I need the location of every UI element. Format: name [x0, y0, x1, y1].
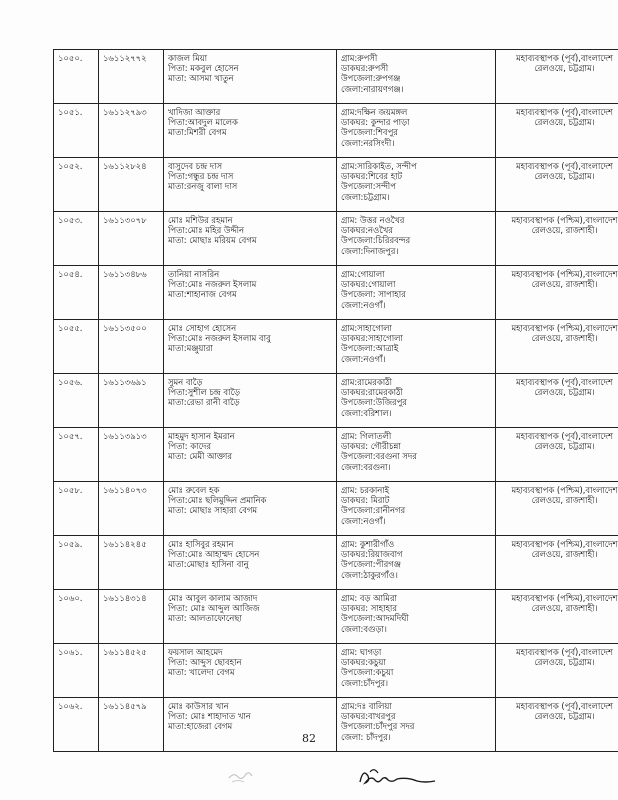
mother-name: মাতা: মেমী আক্তার — [168, 451, 232, 462]
address-line: ডাকঘর: কুন্দার পাড়া — [341, 117, 410, 128]
roll-number: ১৬১১৪৩১৪ — [103, 593, 147, 603]
candidate-name: মাহমুদ হাসান ইমরান — [168, 431, 235, 441]
candidate-table-body — [54, 50, 618, 752]
address-cell — [337, 320, 496, 374]
serial-number: ১০৫৫. — [58, 323, 83, 333]
address-line: উপজেলা:আত্রাই — [341, 343, 399, 354]
candidate-name: মোঃ সোহাগ হোসেন — [168, 323, 237, 333]
posting-line: রেলওয়ে, চট্টগ্রাম। — [534, 63, 595, 74]
name-cell — [164, 158, 337, 212]
address-cell — [337, 482, 496, 536]
posting-line: মহাব্যবস্থাপক (পশ্চিম),বাংলাদেশ — [511, 323, 618, 333]
roll-number: ১৬১১২৭৭২ — [103, 53, 147, 63]
roll-cell — [99, 536, 164, 590]
table-row — [54, 644, 618, 698]
address-line: ডাকঘর:সাহাগোলা — [341, 333, 403, 344]
address-line: উপজেলা:বরগুনা সদর — [341, 451, 417, 462]
signature — [356, 764, 448, 790]
page-number: 82 — [302, 732, 316, 745]
address-line: জেলা:নরসিংদী। — [341, 137, 395, 148]
serial-number: ১০৫৬. — [58, 377, 83, 387]
serial-cell — [54, 50, 99, 104]
posting-line: রেলওয়ে, চট্টগ্রাম। — [534, 387, 595, 398]
posting-line: রেলওয়ে, রাজশাহী। — [531, 495, 598, 506]
address-line: ডাকঘর:কচুয়া — [341, 657, 386, 668]
roll-cell — [99, 158, 164, 212]
address-line: গ্রাম: গিলাতলী — [341, 431, 392, 441]
roll-cell — [99, 50, 164, 104]
mother-name: মাতা: মোছাঃ সাহারা বেগম — [168, 505, 258, 516]
name-cell — [164, 536, 337, 590]
posting-line: মহাব্যবস্থাপক (পূর্ব),বাংলাদেশ — [515, 647, 614, 657]
address-cell — [337, 590, 496, 644]
mother-name: মাতা: খালেদা বেগম — [168, 667, 235, 678]
address-line: উপজেলা:উজিরপুর — [341, 397, 407, 408]
posting-line: মহাব্যবস্থাপক (পশ্চিম),বাংলাদেশ — [511, 269, 618, 279]
address-line: জেলা:দিনাজপুর। — [341, 245, 399, 256]
posting-cell — [496, 590, 618, 644]
posting-line: রেলওয়ে, রাজশাহী। — [531, 279, 598, 290]
father-name: পিতা: মোঃ আব্দুল আজিজ — [168, 603, 260, 614]
address-line: গ্রাম: উত্তর নওখৈর — [341, 215, 405, 225]
address-line: ডাকঘর: সাহাহার — [341, 603, 397, 614]
roll-cell — [99, 644, 164, 698]
candidate-name: ফয়সাল আহমেদ — [168, 647, 223, 657]
serial-cell — [54, 158, 99, 212]
table-row — [54, 212, 618, 266]
address-line: জেলা:বরগুনা। — [341, 461, 391, 472]
posting-cell — [496, 158, 618, 212]
serial-number: ১০৫৪. — [58, 269, 83, 279]
address-cell — [337, 644, 496, 698]
address-line: জেলা:ঠাকুরগাঁও। — [341, 569, 398, 580]
posting-cell — [496, 644, 618, 698]
roll-number: ১৬১১৪৫২৫ — [103, 647, 147, 657]
posting-cell — [496, 266, 618, 320]
serial-number: ১০৫৮. — [58, 485, 83, 495]
mother-name: মাতা:মিশরী বেগম — [168, 127, 227, 138]
posting-line: রেলওয়ে, রাজশাহী। — [531, 603, 598, 614]
roll-number: ১৬১১৩৯১৩ — [103, 431, 147, 441]
posting-line: মহাব্যবস্থাপক (পূর্ব),বাংলাদেশ — [515, 431, 614, 441]
posting-cell — [496, 320, 618, 374]
serial-cell — [54, 482, 99, 536]
address-line: গ্রাম:রামেরকাঠী — [341, 377, 392, 387]
posting-line: মহাব্যবস্থাপক (পশ্চিম),বাংলাদেশ — [511, 215, 618, 225]
serial-cell — [54, 266, 99, 320]
serial-number: ১০৫৯. — [58, 539, 83, 549]
address-cell — [337, 50, 496, 104]
serial-cell — [54, 590, 99, 644]
name-cell — [164, 104, 337, 158]
address-line: ডাকঘর:নওখৈর — [341, 225, 393, 236]
address-cell — [337, 212, 496, 266]
address-line: উপজেলা:শিবপুর — [341, 127, 398, 138]
posting-line: রেলওয়ে, চট্টগ্রাম। — [534, 441, 595, 452]
name-cell — [164, 212, 337, 266]
mother-name: মাতা: আসমা খাতুন — [168, 73, 234, 84]
mother-name: মাতা:মঞ্জুয়ারা — [168, 343, 213, 354]
father-name: পিতা: আব্দুস ছোবহান — [168, 657, 242, 668]
posting-line: মহাব্যবস্থাপক (পূর্ব),বাংলাদেশ — [515, 107, 614, 117]
serial-cell — [54, 212, 99, 266]
address-line: ডাকঘর:রামেরকাঠী — [341, 387, 403, 398]
address-cell — [337, 536, 496, 590]
candidate-table — [53, 49, 618, 752]
address-line: জেলা:চট্টগ্রাম। — [341, 191, 390, 202]
address-line: জেলা:চাঁদপুর। — [341, 677, 389, 688]
posting-line: মহাব্যবস্থাপক (পূর্ব),বাংলাদেশ — [515, 377, 614, 387]
mother-name: মাতা:শাহানাজ বেগম — [168, 289, 237, 300]
name-cell — [164, 428, 337, 482]
posting-line: মহাব্যবস্থাপক (পশ্চিম),বাংলাদেশ — [511, 485, 618, 495]
name-cell — [164, 482, 337, 536]
roll-cell — [99, 266, 164, 320]
posting-cell — [496, 482, 618, 536]
mother-name: মাতা:মোছাঃ হাসিনা বানু — [168, 559, 249, 570]
father-name: পিতা:সুশীল চন্দ্র বাড়ৈ — [168, 387, 240, 398]
posting-cell — [496, 104, 618, 158]
address-line: গ্রাম:সারিকাইত, সন্দীপ — [341, 161, 417, 171]
address-line: গ্রাম:দঃ বালিয়া — [341, 701, 392, 711]
father-name: পিতা:মোঃ আহাম্মদ হোসেন — [168, 549, 260, 560]
candidate-name: কাজল মিয়া — [168, 53, 208, 63]
posting-line: মহাব্যবস্থাপক (পূর্ব),বাংলাদেশ — [515, 701, 614, 711]
address-line: জেলা: চাঁদপুর। — [341, 731, 391, 742]
table-row — [54, 320, 618, 374]
address-line: জেলা:বরিশাল। — [341, 407, 392, 418]
address-line: উপজেলা:চিরিরবন্দর — [341, 235, 411, 246]
father-name: পিতা:মোঃ মহির উদ্দীন — [168, 225, 245, 236]
scan-smudge — [226, 766, 256, 786]
roll-cell — [99, 104, 164, 158]
roll-number: ১৬১১২৮২৪ — [103, 161, 147, 171]
roll-cell — [99, 320, 164, 374]
table-row — [54, 590, 618, 644]
address-line: গ্রাম: ঘাগড়া — [341, 647, 382, 657]
father-name: পিতা:আবদুল মালেক — [168, 117, 238, 128]
name-cell — [164, 50, 337, 104]
address-line: উপজেলা:রুপগঞ্জ — [341, 73, 401, 84]
address-cell — [337, 158, 496, 212]
posting-line: মহাব্যবস্থাপক (পূর্ব),বাংলাদেশ — [515, 161, 614, 171]
table-row — [54, 536, 618, 590]
serial-number: ১০৬২. — [58, 701, 83, 711]
father-name: পিতা: মকবুল হোসেন — [168, 63, 239, 74]
mother-name: মাতা:রেভা রানী বাড়ৈ — [168, 397, 240, 408]
posting-line: রেলওয়ে, রাজশাহী। — [531, 333, 598, 344]
candidate-name: বাসুদেব চন্দ্র দাস — [168, 161, 223, 171]
father-name: পিতা:মোঃ ছলিমুদ্দিন প্রমানিক — [168, 495, 267, 506]
serial-number: ১০৫৭. — [58, 431, 83, 441]
address-line: জেলা:নওগাঁ। — [341, 299, 386, 310]
serial-cell — [54, 428, 99, 482]
address-line: উপজেলা:পীরগঞ্জ — [341, 559, 401, 570]
address-cell — [337, 104, 496, 158]
table-row — [54, 482, 618, 536]
posting-cell — [496, 212, 618, 266]
roll-number: ১৬১১৪০৭৩ — [103, 485, 147, 495]
mother-name: মাতা:রনজু বালা দাস — [168, 181, 238, 192]
serial-cell — [54, 644, 99, 698]
address-line: গ্রাম:রুপসী — [341, 53, 378, 63]
name-cell — [164, 374, 337, 428]
posting-line: রেলওয়ে, চট্টগ্রাম। — [534, 711, 595, 722]
father-name: পিতা: কাদের — [168, 441, 211, 452]
candidate-name: মোঃ মশিউর রহমান — [168, 215, 233, 225]
posting-cell — [496, 428, 618, 482]
address-line: জেলা:নারায়ণগঞ্জ। — [341, 83, 404, 94]
address-line: গ্রাম:দক্ষিন জয়মঙ্গল — [341, 107, 408, 117]
candidate-name: মোঃ আবুল কালাম আজাদ — [168, 593, 258, 603]
address-line: গ্রাম: বড় আমিরা — [341, 593, 397, 603]
address-line: উপজেলা:রানীনগর — [341, 505, 406, 516]
posting-line: রেলওয়ে, রাজশাহী। — [531, 549, 598, 560]
roll-cell — [99, 590, 164, 644]
serial-number: ১০৬০. — [58, 593, 83, 603]
roll-number: ১৬১১৪৫৭৯ — [103, 701, 147, 711]
serial-cell — [54, 104, 99, 158]
candidate-name: সুমন বাড়ৈ — [168, 377, 203, 387]
roll-number: ১৬১১৩৬৯১ — [103, 377, 147, 387]
address-line: গ্রাম: কুশারীগাঁও — [341, 539, 395, 549]
table-row — [54, 374, 618, 428]
serial-number: ১০৫২. — [58, 161, 83, 171]
address-line: জেলা:নওগাঁ। — [341, 515, 386, 526]
serial-cell — [54, 536, 99, 590]
candidate-name: মোঃ রুবেল হক — [168, 485, 220, 495]
address-line: ডাকঘর:শিবের হাট — [341, 171, 403, 182]
posting-cell — [496, 536, 618, 590]
mother-name: মাতা: মোছাঃ মরিয়ম বেগম — [168, 235, 257, 246]
posting-cell — [496, 50, 618, 104]
name-cell — [164, 320, 337, 374]
serial-number: ১০৫৩. — [58, 215, 83, 225]
address-cell — [337, 374, 496, 428]
roll-cell — [99, 482, 164, 536]
mother-name: মাতা: আলতাফোনেছা — [168, 613, 242, 624]
address-cell — [337, 266, 496, 320]
father-name: পিতা:মোঃ নজরুল ইসলাম বাবু — [168, 333, 271, 344]
candidate-name: তানিয়া নাসরিন — [168, 269, 220, 279]
serial-number: ১০৫১. — [58, 107, 83, 117]
address-line: জেলা:বগুড়া। — [341, 623, 387, 634]
father-name: পিতা:মোঃ নজরুল ইসলাম — [168, 279, 257, 290]
candidate-name: মোঃ কাউসার খান — [168, 701, 229, 711]
father-name: পিতা:গন্ধুর চন্দ্র দাস — [168, 171, 234, 182]
roll-cell — [99, 212, 164, 266]
address-line: ডাকঘর:বাখরপুর — [341, 711, 396, 722]
posting-line: রেলওয়ে, চট্টগ্রাম। — [534, 117, 595, 128]
roll-number: ১৬১১৩৫০০ — [103, 323, 147, 333]
table-row — [54, 50, 618, 104]
address-line: উপজেলা:আদমদিঘী — [341, 613, 409, 624]
serial-cell — [54, 320, 99, 374]
table-row — [54, 428, 618, 482]
name-cell — [164, 644, 337, 698]
mother-name: মাতা:হাজেরা বেগম — [168, 721, 233, 732]
address-cell — [337, 428, 496, 482]
table-row — [54, 266, 618, 320]
address-line: উপজেলা:চাঁদপুর সদর — [341, 721, 415, 732]
address-line: উপজেলা: সাপাহার — [341, 289, 406, 300]
address-line: ডাকঘর:রিয়াজবাগ — [341, 549, 403, 560]
posting-line: রেলওয়ে, চট্টগ্রাম। — [534, 171, 595, 182]
roll-number: ১৬১১২৭৯৩ — [103, 107, 147, 117]
candidate-name: মোঃ হাসিবুর রহমান — [168, 539, 234, 549]
posting-line: রেলওয়ে, চট্টগ্রাম। — [534, 657, 595, 668]
address-line: ডাকঘর:রুপসী — [341, 63, 389, 74]
roll-cell — [99, 428, 164, 482]
roll-cell — [99, 374, 164, 428]
address-line: ডাকঘর:গোয়ালা — [341, 279, 396, 290]
posting-line: মহাব্যবস্থাপক (পশ্চিম),বাংলাদেশ — [511, 539, 618, 549]
posting-line: মহাব্যবস্থাপক (পূর্ব),বাংলাদেশ — [515, 53, 614, 63]
address-line: গ্রাম: চরকানাই — [341, 485, 390, 495]
table-row — [54, 104, 618, 158]
roll-number: ১৬১১৪২৪৫ — [103, 539, 147, 549]
address-line: গ্রাম:সাহাগোলা — [341, 323, 392, 333]
address-line: উপজেলা:সন্দীপ — [341, 181, 396, 192]
address-line: জেলা:নওগাঁ। — [341, 353, 386, 364]
candidate-name: খাদিজা আক্তার — [168, 107, 221, 117]
posting-line: রেলওয়ে, রাজশাহী। — [531, 225, 598, 236]
father-name: পিতা: মোঃ শাহাদাত খান — [168, 711, 251, 722]
posting-line: মহাব্যবস্থাপক (পশ্চিম),বাংলাদেশ — [511, 593, 618, 603]
serial-cell — [54, 374, 99, 428]
address-line: ডাকঘর: গৌরীচন্না — [341, 441, 401, 452]
name-cell — [164, 266, 337, 320]
posting-cell — [496, 374, 618, 428]
name-cell — [164, 590, 337, 644]
serial-number: ১০৫০. — [58, 53, 83, 63]
address-line: গ্রাম:গোয়ালা — [341, 269, 385, 279]
roll-number: ১৬১১৩০৭৮ — [103, 215, 147, 225]
address-line: ডাকঘর: মিরাট — [341, 495, 390, 506]
address-line: উপজেলা:কচুয়া — [341, 667, 394, 678]
roll-number: ১৬১১৩৪৮৬ — [103, 269, 147, 279]
table-row — [54, 158, 618, 212]
serial-number: ১০৬১. — [58, 647, 83, 657]
